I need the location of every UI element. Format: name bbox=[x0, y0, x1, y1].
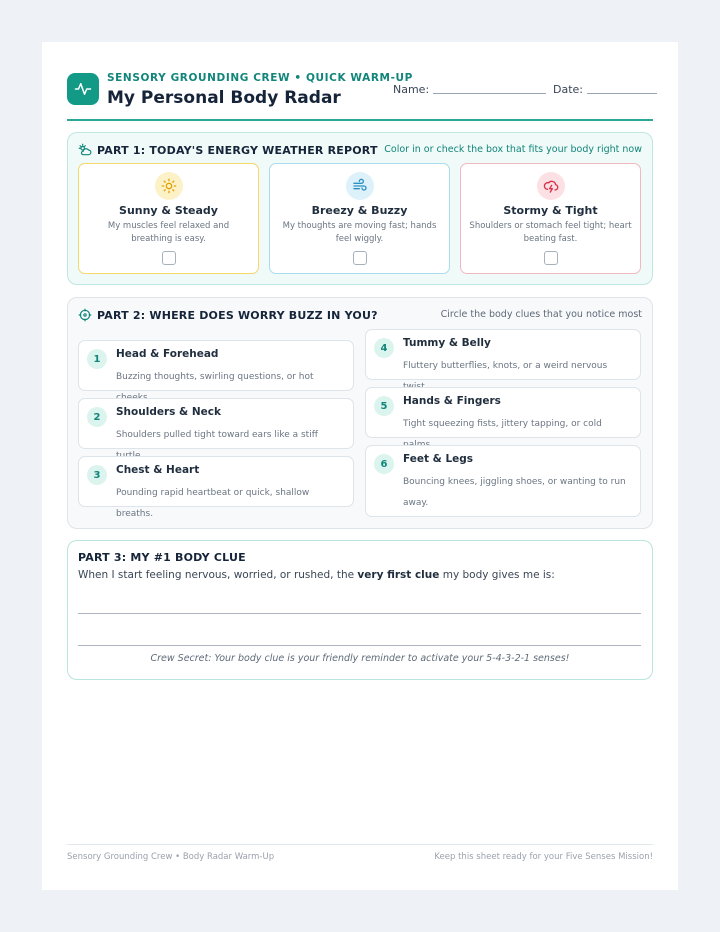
clue-number: 4 bbox=[374, 338, 394, 358]
name-label: Name: bbox=[393, 83, 430, 96]
target-icon bbox=[78, 308, 92, 322]
part1-title: PART 1: TODAY'S ENERGY WEATHER REPORT bbox=[78, 143, 378, 157]
date-label: Date: bbox=[553, 83, 583, 96]
clue-name: Chest & Heart bbox=[116, 464, 200, 476]
header-divider bbox=[67, 119, 653, 121]
clue-desc: Bouncing knees, jiggling shoes, or wanting to run away. bbox=[403, 477, 626, 508]
date-line[interactable] bbox=[587, 93, 657, 94]
weather-checkbox[interactable] bbox=[162, 251, 176, 265]
weather-card-breezy[interactable] bbox=[269, 163, 450, 274]
clue-number: 2 bbox=[87, 407, 107, 427]
emphasis-text: very first clue bbox=[357, 569, 440, 581]
body-clue-card-2[interactable] bbox=[78, 398, 354, 449]
weather-card-desc: My thoughts are moving fast; hands feel wiggly. bbox=[282, 221, 437, 244]
name-line[interactable] bbox=[433, 93, 546, 94]
weather-card-desc: Shoulders or stomach feel tight; heart beating fast. bbox=[469, 221, 632, 244]
clue-name: Tummy & Belly bbox=[403, 337, 491, 349]
body-clue-card-6[interactable] bbox=[365, 445, 641, 517]
clue-number: 5 bbox=[374, 396, 394, 416]
clue-name: Shoulders & Neck bbox=[116, 406, 221, 418]
weather-card-sunny[interactable] bbox=[78, 163, 259, 274]
weather-card-name: Stormy & Tight bbox=[503, 204, 598, 217]
sun-icon bbox=[155, 172, 183, 200]
part2-panel bbox=[67, 297, 653, 529]
crew-secret-note: Crew Secret: Your body clue is your friendly reminder to activate your 5-4-3-2-1 senses! bbox=[150, 653, 570, 664]
pulse-icon bbox=[67, 73, 99, 105]
wind-icon bbox=[346, 172, 374, 200]
part3-title: PART 3: MY #1 BODY CLUE bbox=[78, 551, 246, 564]
page-title: My Personal Body Radar bbox=[107, 88, 341, 108]
weather-checkbox[interactable] bbox=[544, 251, 558, 265]
clue-desc: Fluttery butterflies, knots, or a weird nervous bbox=[403, 361, 608, 371]
weather-icon bbox=[78, 143, 92, 157]
weather-card-name: Breezy & Buzzy bbox=[311, 204, 408, 217]
clue-name: Feet & Legs bbox=[403, 453, 474, 465]
clue-number: 6 bbox=[374, 454, 394, 474]
name-field[interactable] bbox=[393, 83, 546, 96]
header-eyebrow: SENSORY GROUNDING CREW • QUICK WARM-UP bbox=[107, 72, 413, 84]
worksheet-page bbox=[42, 42, 678, 890]
footer-right: Keep this sheet ready for your Five Senses Mission! bbox=[434, 852, 653, 862]
clue-desc: Pounding rapid heartbeat or quick, shallow breaths. bbox=[116, 488, 310, 519]
storm-cloud-icon bbox=[537, 172, 565, 200]
part3-prompt: When I start feeling nervous, worried, or rushed, the very first clue my body gives me is: bbox=[78, 569, 555, 581]
weather-card-desc: My muscles feel relaxed and breathing is easy. bbox=[107, 221, 230, 244]
clue-desc: Buzzing thoughts, swirling questions, or hot bbox=[116, 372, 314, 382]
clue-number: 3 bbox=[87, 465, 107, 485]
body-clue-card-3[interactable] bbox=[78, 456, 354, 519]
weather-card-name: Sunny & Steady bbox=[119, 204, 218, 217]
body-clue-card-1[interactable] bbox=[78, 340, 354, 391]
weather-checkbox[interactable] bbox=[353, 251, 367, 265]
part2-hint: Circle the body clues that you notice most bbox=[440, 309, 642, 320]
clue-name: Hands & Fingers bbox=[403, 395, 501, 407]
weather-card-stormy[interactable] bbox=[460, 163, 641, 274]
part1-panel bbox=[67, 132, 653, 285]
footer-divider bbox=[67, 844, 653, 845]
body-clue-card-5[interactable] bbox=[365, 387, 641, 438]
clue-desc: Shoulders pulled tight toward ears like a stiff bbox=[116, 430, 318, 440]
clue-desc: Tight squeezing fists, jittery tapping, or cold bbox=[403, 419, 602, 429]
clue-number: 1 bbox=[87, 349, 107, 369]
footer-left: Sensory Grounding Crew • Body Radar Warm-Up bbox=[67, 852, 275, 862]
body-clue-card-4[interactable] bbox=[365, 329, 641, 380]
part2-title: PART 2: WHERE DOES WORRY BUZZ IN YOU? bbox=[78, 308, 378, 322]
clue-name: Head & Forehead bbox=[116, 348, 219, 360]
date-field[interactable] bbox=[553, 83, 657, 96]
part1-hint: Color in or check the box that fits your body right now bbox=[384, 144, 642, 155]
answer-line-2[interactable] bbox=[78, 645, 641, 646]
part3-panel bbox=[67, 540, 653, 680]
answer-line-1[interactable] bbox=[78, 613, 641, 614]
